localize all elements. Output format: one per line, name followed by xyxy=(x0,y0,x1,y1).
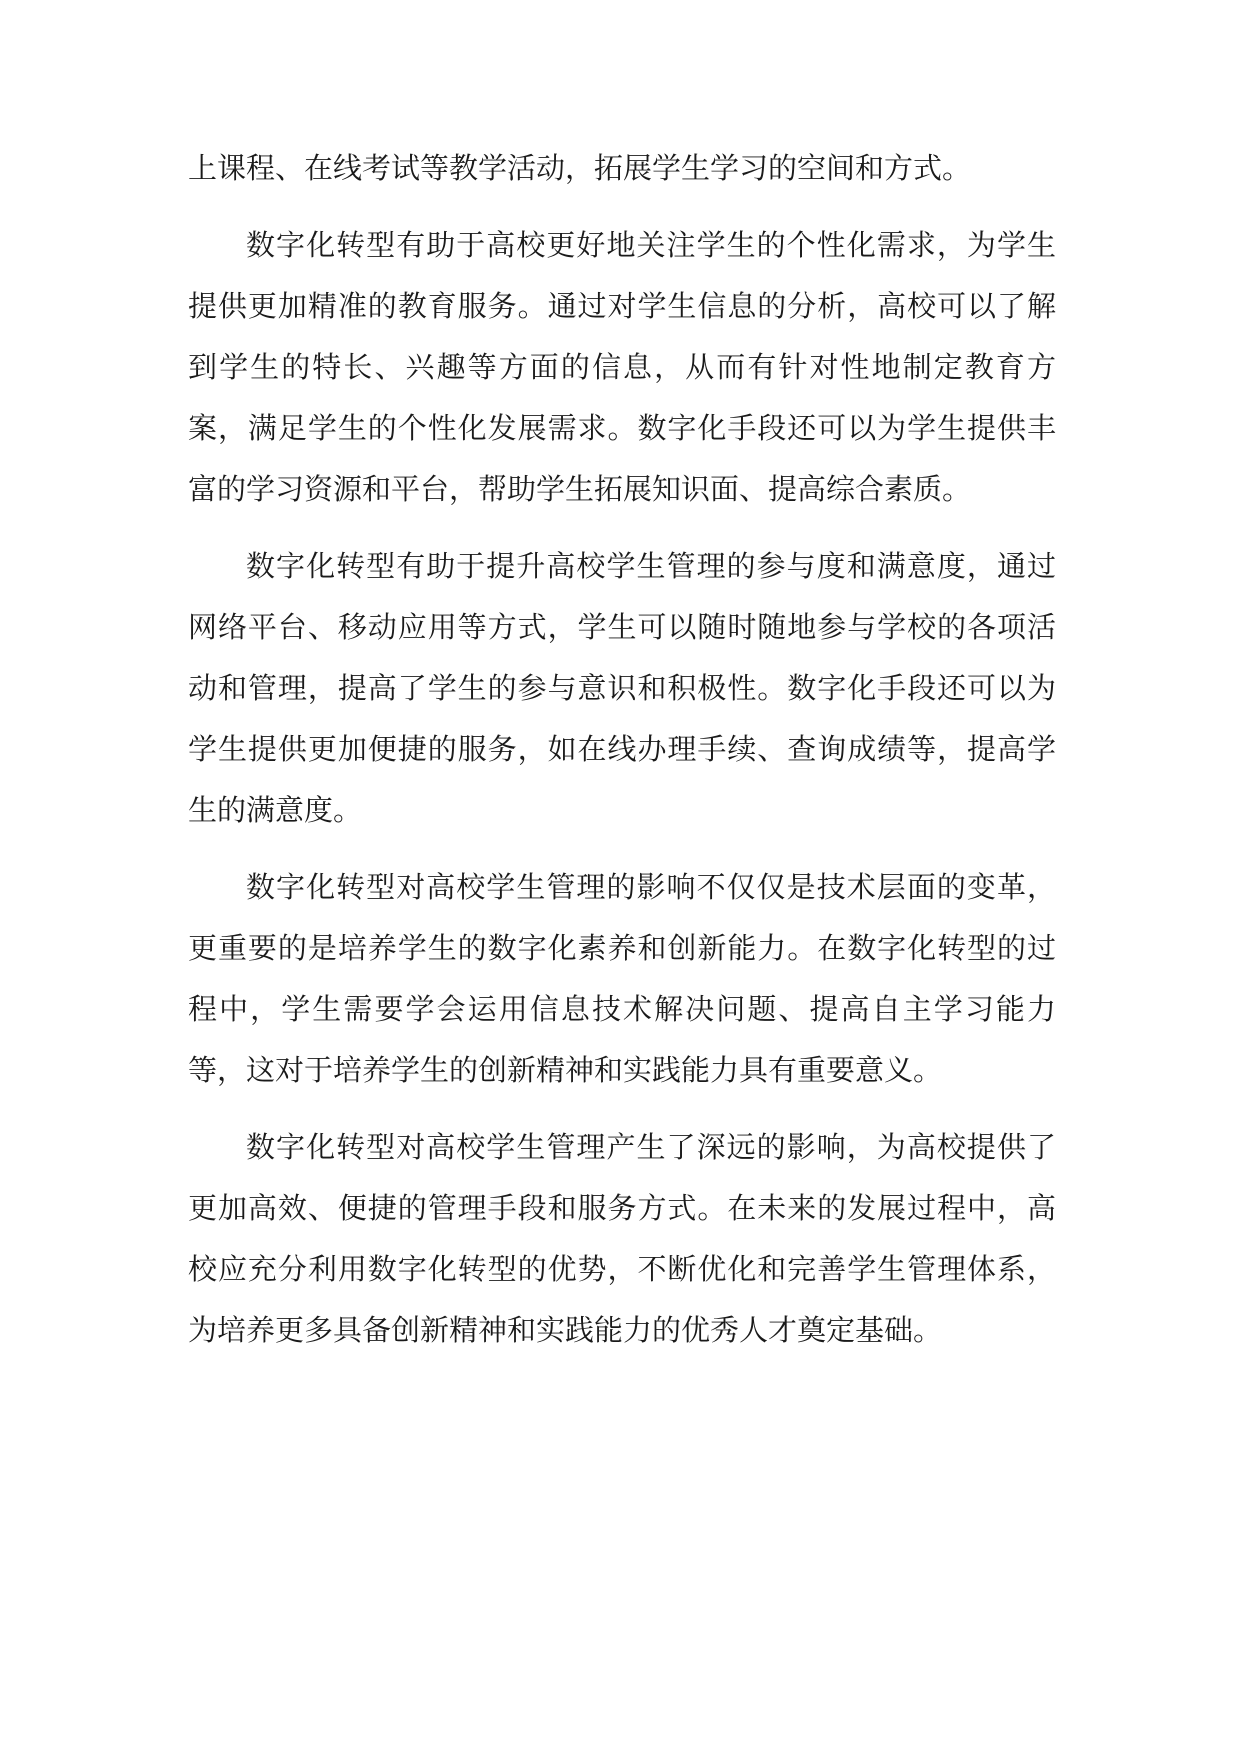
paragraph-continuation: 上课程、在线考试等教学活动，拓展学生学习的空间和方式。 xyxy=(188,151,972,185)
paragraph-digital-literacy: 数字化转型对高校学生管理的影响不仅仅是技术层面的变革，更重要的是培养学生的数字化素养和创新能力。在数字化转型的过程中，学生需要学会运用信息技术解决问题、提高自主学习能力等，这对于培养学生的创新精神和实践能力具有重要意义。 xyxy=(188,870,1056,1087)
paragraph-participation-satisfaction: 数字化转型有助于提升高校学生管理的参与度和满意度，通过网络平台、移动应用等方式，学生可以随时随地参与学校的各项活动和管理，提高了学生的参与意识和积极性。数字化手段还可以为学生提供更加便捷的服务，如在线办理手续、查询成绩等，提高学生的满意度。 xyxy=(188,549,1056,827)
paragraph-conclusion: 数字化转型对高校学生管理产生了深远的影响，为高校提供了更加高效、便捷的管理手段和服务方式。在未来的发展过程中，高校应充分利用数字化转型的优势，不断优化和完善学生管理体系，为培养更多具备创新精神和实践能力的优秀人才奠定基础。 xyxy=(188,1130,1056,1347)
document-body xyxy=(188,138,1056,1377)
paragraph-personalized-needs: 数字化转型有助于高校更好地关注学生的个性化需求，为学生提供更加精准的教育服务。通过对学生信息的分析，高校可以了解到学生的特长、兴趣等方面的信息，从而有针对性地制定教育方案，满足学生的个性化发展需求。数字化手段还可以为学生提供丰富的学习资源和平台，帮助学生拓展知识面、提高综合素质。 xyxy=(188,228,1056,506)
